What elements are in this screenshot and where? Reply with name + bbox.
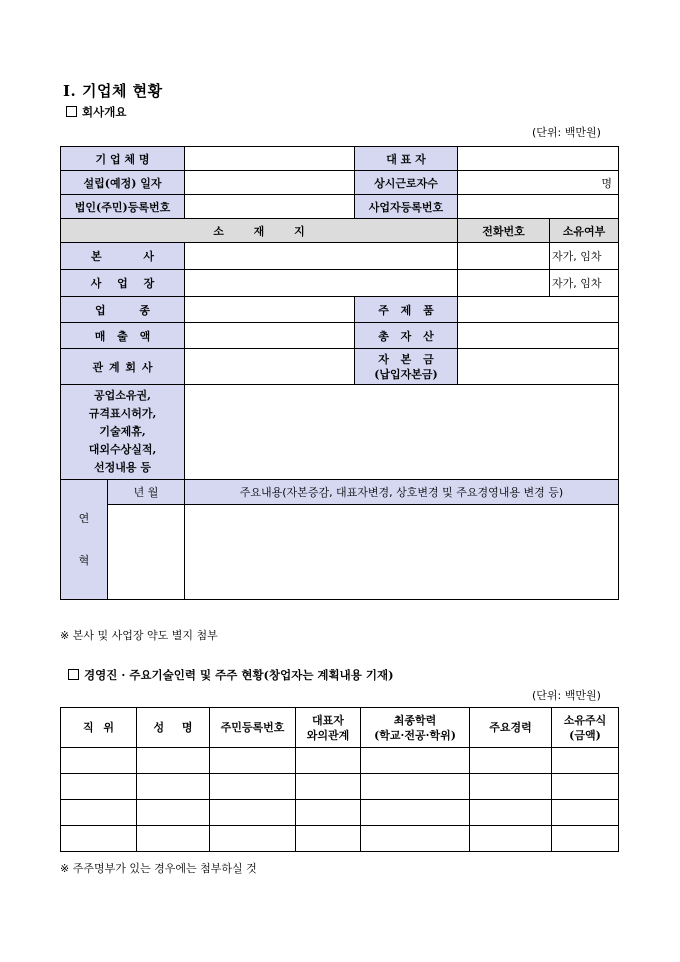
founded-field[interactable] (185, 171, 355, 195)
total-assets-label: 총 자 산 (355, 323, 458, 349)
representative-field[interactable] (458, 147, 619, 171)
table-cell[interactable] (296, 774, 361, 800)
table-cell[interactable] (361, 748, 470, 774)
company-name-field[interactable] (185, 147, 355, 171)
ip-label-line5: 선정내용 등 (94, 461, 151, 474)
industry-field[interactable] (185, 297, 355, 323)
total-assets-field[interactable] (458, 323, 619, 349)
year-month-header: 년 월 (108, 480, 185, 505)
table-cell[interactable] (296, 826, 361, 852)
company-name-label: 기 업 체 명 (61, 147, 185, 171)
ip-label-line2: 규격표시허가, (88, 407, 157, 420)
header-name: 성 명 (137, 708, 210, 748)
checkbox-icon (66, 106, 77, 117)
capital-field[interactable] (458, 349, 619, 385)
affiliates-label: 관 계 회 사 (61, 349, 185, 385)
header-relation-line1: 대표자 (312, 713, 344, 727)
section-heading-company-text: 회사개요 (82, 105, 127, 119)
header-shares (552, 708, 619, 748)
section-heading-management (68, 667, 394, 683)
table-cell[interactable] (552, 748, 619, 774)
corp-reg-field[interactable] (185, 195, 355, 219)
table-cell[interactable] (361, 826, 470, 852)
worksite-label: 사 업 장 (61, 270, 185, 297)
sales-label: 매 출 액 (61, 323, 185, 349)
section-heading-company (66, 104, 126, 120)
capital-label (355, 349, 458, 385)
worksite-address-field[interactable] (185, 270, 458, 297)
phone-header: 전화번호 (458, 219, 550, 243)
header-shares-line2: (금액) (569, 728, 601, 742)
ip-field[interactable] (185, 385, 619, 480)
header-education (361, 708, 470, 748)
history-label-char2: 혁 (78, 554, 90, 567)
founded-label: 설립(예정) 일자 (61, 171, 185, 195)
worksite-ownership[interactable]: 자가, 임차 (550, 270, 619, 297)
ip-label-line3: 기술제휴, (99, 425, 146, 438)
table-cell[interactable] (137, 774, 210, 800)
corp-reg-label: 법인(주민)등록번호 (61, 195, 185, 219)
table-cell[interactable] (210, 748, 296, 774)
table-cell[interactable] (470, 748, 552, 774)
employees-field[interactable] (458, 171, 619, 195)
capital-label-line1: 자 본 금 (378, 352, 434, 366)
sales-field[interactable] (185, 323, 355, 349)
history-desc-field[interactable] (185, 505, 619, 600)
table-cell[interactable] (210, 800, 296, 826)
table-cell[interactable] (61, 826, 137, 852)
table-cell[interactable] (61, 774, 137, 800)
history-desc-header: 주요내용(자본증감, 대표자변경, 상호변경 및 주요경영내용 변경 등) (185, 480, 619, 505)
history-year-field[interactable] (108, 505, 185, 600)
biz-reg-label: 사업자등록번호 (355, 195, 458, 219)
management-table (60, 707, 619, 852)
header-position: 직 위 (61, 708, 137, 748)
header-education-line2: (학교·전공·학위) (374, 728, 456, 742)
table-cell[interactable] (137, 748, 210, 774)
table-cell[interactable] (552, 826, 619, 852)
header-relation-line2: 와의관계 (306, 728, 350, 742)
ip-label-line4: 대외수상실적, (88, 443, 157, 456)
head-office-phone-field[interactable] (458, 243, 550, 270)
ownership-header: 소유여부 (550, 219, 619, 243)
table-cell[interactable] (361, 800, 470, 826)
checkbox-icon (68, 669, 79, 680)
table-cell[interactable] (470, 826, 552, 852)
unit-label: (단위: 백만원) (532, 126, 601, 139)
header-resident-no: 주민등록번호 (210, 708, 296, 748)
header-shares-line1: 소유주식 (563, 713, 607, 727)
note-shareholders: ※ 주주명부가 있는 경우에는 첨부하실 것 (60, 862, 257, 875)
header-education-line1: 최종학력 (393, 713, 437, 727)
biz-reg-field[interactable] (458, 195, 619, 219)
affiliates-field[interactable] (185, 349, 355, 385)
table-cell[interactable] (470, 774, 552, 800)
ip-label-line1: 공업소유권, (94, 389, 151, 402)
table-cell[interactable] (137, 826, 210, 852)
company-overview-table (60, 146, 619, 600)
section-heading-management-text: 경영진 · 주요기술인력 및 주주 현황(창업자는 계획내용 기재) (84, 668, 394, 682)
table-cell[interactable] (470, 800, 552, 826)
table-cell[interactable] (552, 800, 619, 826)
header-career: 주요경력 (470, 708, 552, 748)
unit-label-2: (단위: 백만원) (532, 689, 601, 702)
representative-label: 대 표 자 (355, 147, 458, 171)
table-cell[interactable] (361, 774, 470, 800)
table-row (61, 748, 619, 774)
table-cell[interactable] (552, 774, 619, 800)
industry-label: 업 종 (61, 297, 185, 323)
employees-label: 상시근로자수 (355, 171, 458, 195)
table-cell[interactable] (296, 800, 361, 826)
employees-unit: 명 (601, 176, 612, 190)
table-row (61, 774, 619, 800)
head-office-label: 본 사 (61, 243, 185, 270)
note-map: ※ 본사 및 사업장 약도 별지 첨부 (60, 629, 218, 642)
table-cell[interactable] (61, 748, 137, 774)
main-product-label: 주 제 품 (355, 297, 458, 323)
location-header: 소 재 지 (61, 219, 458, 243)
history-label (61, 480, 108, 600)
table-cell[interactable] (61, 800, 137, 826)
table-cell[interactable] (296, 748, 361, 774)
table-cell[interactable] (210, 774, 296, 800)
head-office-ownership[interactable]: 자가, 임차 (550, 243, 619, 270)
capital-label-line2: (납입자본금) (374, 367, 438, 381)
worksite-phone-field[interactable] (458, 270, 550, 297)
table-row (61, 800, 619, 826)
table-cell[interactable] (210, 826, 296, 852)
header-relation (296, 708, 361, 748)
table-row (61, 826, 619, 852)
head-office-address-field[interactable] (185, 243, 458, 270)
table-cell[interactable] (137, 800, 210, 826)
page-title: Ⅰ. 기업체 현황 (63, 82, 163, 100)
ip-label (61, 385, 185, 480)
main-product-field[interactable] (458, 297, 619, 323)
history-label-char1: 연 (78, 512, 90, 525)
